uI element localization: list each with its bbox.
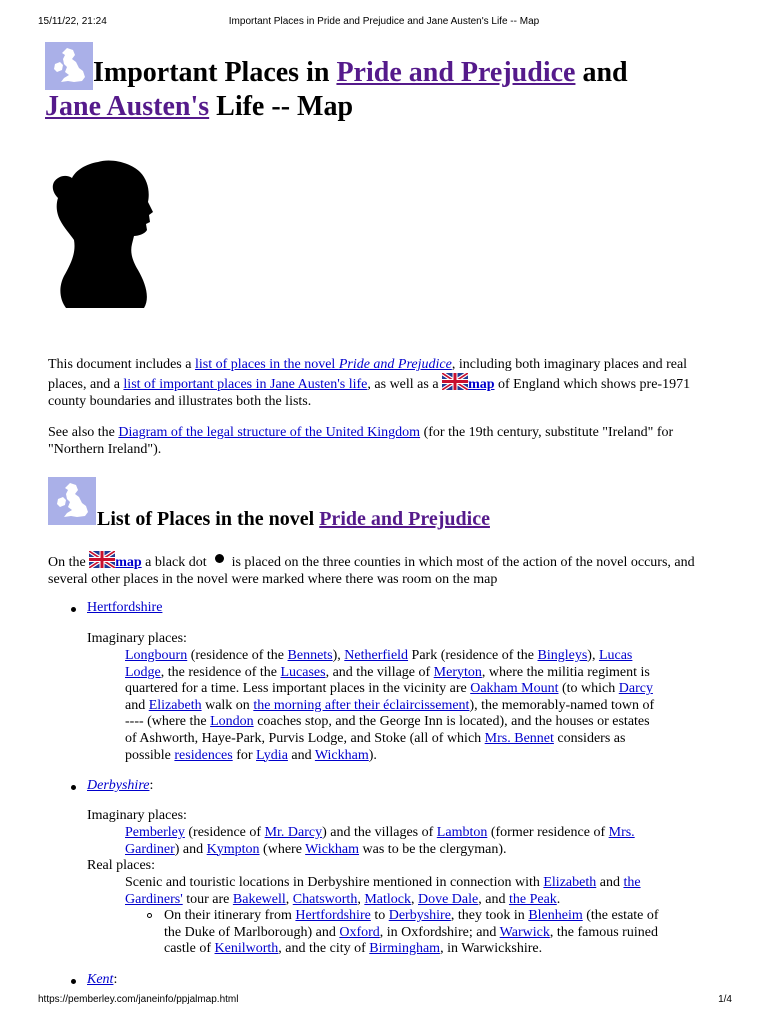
link-birmingham[interactable]: Birmingham (369, 941, 441, 957)
link-derbyshire[interactable]: Derbyshire (87, 778, 150, 793)
link-bennets[interactable]: Bennets (287, 648, 333, 663)
link-oakham-mount[interactable]: Oakham Mount (470, 681, 559, 697)
link-the-gardiners[interactable]: the Gardiners' (125, 875, 641, 907)
jane-austen-silhouette (52, 160, 156, 315)
print-title: Important Places in Pride and Prejudice and Jane Austen's Life -- Map (228, 16, 540, 27)
bullet (71, 979, 76, 984)
link-dove-dale[interactable]: Dove Dale (417, 891, 479, 907)
bullet (71, 785, 76, 790)
link-netherfield[interactable]: Netherfield (344, 648, 409, 663)
section-heading: List of Places in the novel Pride and Prejudice (97, 508, 490, 530)
kent-item: Kent: (87, 972, 118, 987)
link-kent[interactable]: Kent (87, 972, 114, 987)
section-link-pride-and-prejudice[interactable]: Pride and Prejudice (319, 508, 490, 530)
link-warwick[interactable]: Warwick (499, 924, 550, 940)
link-lucases[interactable]: Lucases (280, 664, 326, 680)
on-map-paragraph: On the map a black dot is placed on the three counties in which most of the action of the novel occurs, and several other places in the novel were marked where there was room on the map (48, 551, 720, 588)
link-derbyshire[interactable]: Derbyshire (388, 908, 451, 923)
print-url: https://pemberley.com/janeinfo/ppjalmap.html (38, 994, 239, 1005)
intro-paragraph: This document includes a list of places in the novel Pride and Prejudice, including both imaginary places and real places, and a list of important places in Jane Austen's life, as well as a map of England which shows pre-1971 county boundaries and illustrates both the lists. (48, 357, 691, 409)
link-kenilworth[interactable]: Kenilworth (214, 941, 279, 957)
link-wickham[interactable]: Wickham (314, 747, 369, 763)
link-map[interactable]: map (115, 555, 142, 570)
link-uk-legal-diagram[interactable]: Diagram of the legal structure of the United Kingdom (118, 425, 421, 440)
link-morning-after[interactable]: the morning after their éclaircissement (253, 697, 470, 713)
link-pemberley[interactable]: Pemberley (125, 825, 185, 840)
derby-imaginary-label: Imaginary places: (87, 808, 187, 823)
link-matlock[interactable]: Matlock (364, 891, 411, 907)
link-residences[interactable]: residences (174, 747, 233, 763)
link-chatsworth[interactable]: Chatsworth (292, 891, 358, 907)
link-the-peak[interactable]: the Peak (508, 891, 557, 907)
link-elizabeth[interactable]: Elizabeth (543, 875, 597, 890)
link-darcy[interactable]: Darcy (618, 681, 653, 697)
title-link-pride-and-prejudice[interactable]: Pride and Prejudice (336, 57, 576, 88)
derby-real-label: Real places: (87, 858, 156, 873)
derby-itinerary-text: On their itinerary from Hertfordshire to Derbyshire, they took in Blenheim (the estate of the Duke of Marlborough) and Oxford, in Oxfordshire; and Warwick, the famous ruined castle of Kenilworth, and the city of Birmingham, in Warwickshire. (164, 908, 659, 957)
union-jack-icon[interactable] (442, 373, 468, 390)
link-mr-darcy[interactable]: Mr. Darcy (264, 825, 323, 840)
page-title: Important Places in Pride and Prejudice and Jane Austen's Life -- Map (45, 42, 735, 124)
title-link-jane-austen[interactable]: Jane Austen's (45, 91, 210, 122)
link-elizabeth[interactable]: Elizabeth (148, 697, 202, 713)
link-places-in-life[interactable]: list of important places in Jane Austen's life (123, 377, 368, 392)
link-london[interactable]: London (210, 714, 254, 730)
see-also-paragraph: See also the Diagram of the legal structure of the United Kingdom (for the 19th century, substitute "Ireland" for "Northern Ireland"). (48, 425, 674, 457)
page-number: 1/4 (718, 994, 732, 1005)
uk-map-icon[interactable] (48, 477, 96, 525)
sub-bullet (147, 913, 152, 918)
link-lambton[interactable]: Lambton (436, 825, 488, 840)
link-wickham[interactable]: Wickham (305, 841, 360, 857)
link-kympton[interactable]: Kympton (206, 841, 260, 857)
link-map[interactable]: map (468, 377, 495, 392)
union-jack-icon[interactable] (89, 551, 115, 568)
link-meryton[interactable]: Meryton (433, 664, 482, 680)
link-places-in-novel[interactable]: list of places in the novel Pride and Prejudice (194, 357, 452, 372)
section-icon-wrap (48, 477, 96, 525)
bullet (71, 607, 76, 612)
link-longbourn[interactable]: Longbourn (125, 648, 188, 663)
link-hertfordshire[interactable]: Hertfordshire (295, 908, 371, 923)
link-mrs-bennet[interactable]: Mrs. Bennet (484, 730, 554, 746)
herts-imaginary-text: Longbourn (residence of the Bennets), Netherfield Park (residence of the Bingleys), Lucas Lodge, the residence of the Lucases, and the village of Meryton, where the militia regiment is quartered for a time. Less important places in the vicinity are Oakham Mount (to which Darcy and Elizabeth walk on the morning after their éclaircissement), the memorably-named town of ---- (where the London coaches stop, and the George Inn is located), and the houses or estates of Ashworth, Haye-Park, Purvis Lodge, and Stoke (all of which Mrs. Bennet considers as possible residences for Lydia and Wickham). (125, 648, 655, 763)
link-oxford[interactable]: Oxford (339, 924, 380, 940)
link-bakewell[interactable]: Bakewell (232, 891, 286, 907)
derby-imaginary-text: Pemberley (residence of Mr. Darcy) and the villages of Lambton (former residence of Mrs. Gardiner) and Kympton (where Wickham was to be the clergyman). (125, 825, 635, 857)
uk-map-icon[interactable] (45, 42, 93, 90)
derbyshire-item: Derbyshire: (87, 778, 154, 793)
link-lucas-lodge[interactable]: Lucas Lodge (125, 648, 633, 680)
link-hertfordshire[interactable]: Hertfordshire (87, 600, 163, 615)
link-lydia[interactable]: Lydia (256, 747, 288, 763)
link-blenheim[interactable]: Blenheim (528, 908, 583, 923)
derby-real-text: Scenic and touristic locations in Derbyshire mentioned in connection with Elizabeth and the Gardiners' tour are Bakewell, Chatsworth, Matlock, Dove Dale, and the Peak. (125, 875, 641, 907)
herts-imaginary-label: Imaginary places: (87, 631, 187, 646)
print-datetime: 15/11/22, 21:24 (38, 16, 107, 27)
link-bingleys[interactable]: Bingleys (537, 648, 588, 663)
black-dot-icon (215, 554, 224, 563)
link-mrs-gardiner[interactable]: Mrs. Gardiner (125, 825, 635, 857)
